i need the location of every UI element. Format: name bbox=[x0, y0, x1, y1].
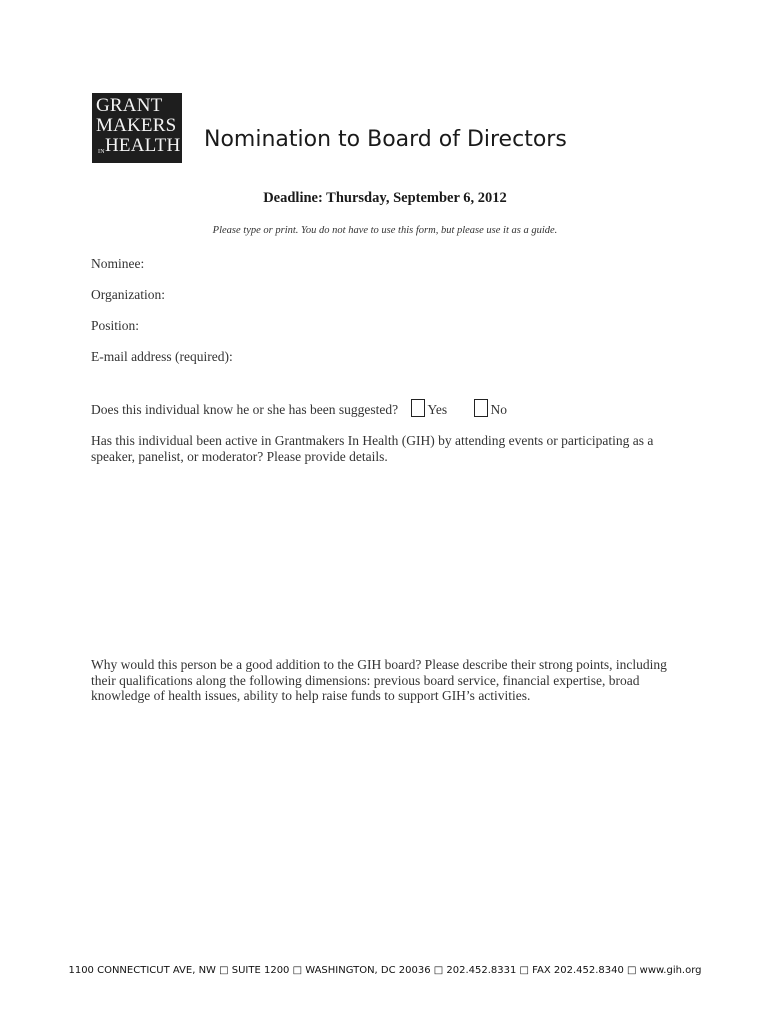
form-guide-note: Please type or print. You do not have to use this form, but please use it as a guide. bbox=[212, 225, 558, 236]
active-in-gih-line1: Has this individual been active in Grantmakers In Health (GIH) by attending events or participating as a bbox=[91, 433, 654, 448]
logo-health: HEALTH bbox=[105, 135, 181, 156]
yes-checkbox[interactable] bbox=[411, 399, 425, 417]
active-in-gih-question bbox=[91, 433, 691, 464]
nominee-label: Nominee: bbox=[91, 256, 145, 271]
logo-line-health bbox=[96, 136, 182, 156]
logo-line-makers: MAKERS bbox=[96, 115, 177, 136]
why-good-question bbox=[91, 657, 691, 704]
why-good-line3: knowledge of health issues, ability to help raise funds to support GIH’s activities. bbox=[91, 688, 531, 703]
logo-line-grant: GRANT bbox=[96, 95, 163, 116]
no-checkbox[interactable] bbox=[474, 399, 488, 417]
footer-address: 1100 CONNECTICUT AVE, NW □ SUITE 1200 □ WASHINGTON, DC 20036 □ 202.452.8331 □ FAX 202.452.8340 □ www.gih.org bbox=[68, 965, 702, 976]
why-good-line2: their qualifications along the following dimensions: previous board service, financial expertise, broad bbox=[91, 672, 640, 688]
logo-in: IN bbox=[98, 149, 105, 155]
knows-suggested-question bbox=[91, 399, 521, 418]
organization-label: Organization: bbox=[91, 287, 165, 302]
deadline: Deadline: Thursday, September 6, 2012 bbox=[263, 190, 507, 206]
grantmakers-logo bbox=[92, 93, 182, 163]
yes-label: Yes bbox=[427, 402, 448, 417]
page-title: Nomination to Board of Directors bbox=[204, 127, 567, 152]
email-label: E-mail address (required): bbox=[91, 349, 233, 364]
why-good-line1: Why would this person be a good addition to the GIH board? Please describe their strong points, including bbox=[91, 657, 667, 672]
no-label: No bbox=[490, 402, 507, 417]
knows-suggested-text: Does this individual know he or she has been suggested? bbox=[91, 402, 399, 417]
active-in-gih-line2: speaker, panelist, or moderator? Please provide details. bbox=[91, 448, 388, 464]
position-label: Position: bbox=[91, 318, 140, 333]
